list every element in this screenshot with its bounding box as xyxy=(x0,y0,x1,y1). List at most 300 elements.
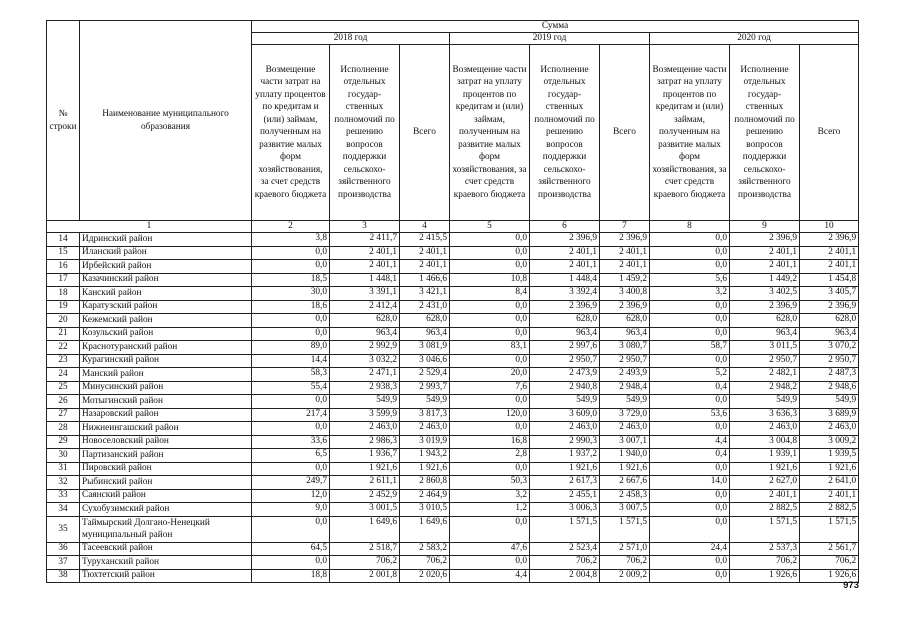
value-cell: 3 010,5 xyxy=(400,503,450,517)
table-row xyxy=(47,435,859,449)
value-cell: 549,9 xyxy=(400,395,450,409)
municipality-name-cell: Минусинский район xyxy=(80,381,252,395)
value-cell: 0,0 xyxy=(650,489,730,503)
value-cell: 628,0 xyxy=(330,314,400,328)
value-cell: 628,0 xyxy=(400,314,450,328)
total-column-header: Всего xyxy=(400,45,450,221)
row-number-cell: 29 xyxy=(47,435,80,449)
value-cell: 1 571,5 xyxy=(800,516,859,542)
value-cell: 2 463,0 xyxy=(600,422,650,436)
value-cell: 0,0 xyxy=(650,422,730,436)
row-number-cell: 23 xyxy=(47,354,80,368)
row-number-cell: 24 xyxy=(47,368,80,382)
value-cell: 14,0 xyxy=(650,476,730,490)
value-cell: 3 391,1 xyxy=(330,287,400,301)
value-cell: 628,0 xyxy=(800,314,859,328)
value-cell: 1 926,6 xyxy=(800,569,859,583)
value-cell: 963,4 xyxy=(600,327,650,341)
value-cell: 2 882,5 xyxy=(800,503,859,517)
value-cell: 0,0 xyxy=(450,260,530,274)
value-cell: 2 463,0 xyxy=(800,422,859,436)
value-cell: 2 415,5 xyxy=(400,233,450,247)
value-cell: 1 921,6 xyxy=(530,462,600,476)
value-cell: 0,0 xyxy=(650,462,730,476)
value-cell: 0,0 xyxy=(650,300,730,314)
subsidy-column-header: Возмещение части затрат на уплату процентов по кредитам и (или) займам, полученным на развитие малых форм хозяйствования, за счет средств краевого бюджета xyxy=(650,45,730,221)
value-cell: 1 936,7 xyxy=(330,449,400,463)
municipality-name-cell: Пировский район xyxy=(80,462,252,476)
value-cell: 58,3 xyxy=(252,368,330,382)
value-cell: 4,4 xyxy=(650,435,730,449)
value-cell: 18,5 xyxy=(252,273,330,287)
value-cell: 3 080,7 xyxy=(600,341,650,355)
value-cell: 0,0 xyxy=(450,233,530,247)
value-cell: 3 070,2 xyxy=(800,341,859,355)
value-cell: 30,0 xyxy=(252,287,330,301)
value-cell: 249,7 xyxy=(252,476,330,490)
value-cell: 3 019,9 xyxy=(400,435,450,449)
value-cell: 2 990,3 xyxy=(530,435,600,449)
municipality-name-cell: Идринский район xyxy=(80,233,252,247)
value-cell: 2 431,0 xyxy=(400,300,450,314)
municipality-name-cell: Сухобузимский район xyxy=(80,503,252,517)
value-cell: 2 401,1 xyxy=(330,260,400,274)
table-row xyxy=(47,542,859,556)
value-cell: 16,8 xyxy=(450,435,530,449)
value-cell: 1 459,2 xyxy=(600,273,650,287)
row-number-cell: 19 xyxy=(47,300,80,314)
value-cell: 0,0 xyxy=(650,327,730,341)
value-cell: 2 396,9 xyxy=(730,233,800,247)
municipality-name-cell: Манский район xyxy=(80,368,252,382)
state-powers-column-header: Исполнение отдельных государ-ственных полномочий по решению вопросов поддержки сельскохо-зяйственного производства xyxy=(730,45,800,221)
column-number: 7 xyxy=(600,221,650,233)
value-cell: 2 529,4 xyxy=(400,368,450,382)
table-row xyxy=(47,368,859,382)
municipal-funding-table xyxy=(46,20,859,583)
value-cell: 0,0 xyxy=(650,354,730,368)
value-cell: 2 471,1 xyxy=(330,368,400,382)
value-cell: 2 487,3 xyxy=(800,368,859,382)
municipality-name-cell: Нижнеингашский район xyxy=(80,422,252,436)
value-cell: 2 950,7 xyxy=(800,354,859,368)
value-cell: 3 689,9 xyxy=(800,408,859,422)
value-cell: 0,0 xyxy=(450,395,530,409)
value-cell: 549,9 xyxy=(800,395,859,409)
value-cell: 3 009,2 xyxy=(800,435,859,449)
value-cell: 2 518,7 xyxy=(330,542,400,556)
value-cell: 2 537,3 xyxy=(730,542,800,556)
value-cell: 1 926,6 xyxy=(730,569,800,583)
row-number-cell: 28 xyxy=(47,422,80,436)
table-row xyxy=(47,354,859,368)
value-cell: 3 392,4 xyxy=(530,287,600,301)
value-cell: 1 571,5 xyxy=(600,516,650,542)
value-cell: 0,0 xyxy=(450,556,530,570)
table-row xyxy=(47,260,859,274)
table-row xyxy=(47,569,859,583)
value-cell: 2 396,9 xyxy=(600,300,650,314)
value-cell: 2 009,2 xyxy=(600,569,650,583)
column-number: 8 xyxy=(650,221,730,233)
subsidy-column-header: Возмещение части затрат на уплату процентов по кредитам и (или) займам, полученным на развитие малых форм хозяйствования, за счет средств краевого бюджета xyxy=(450,45,530,221)
row-number-cell: 34 xyxy=(47,503,80,517)
municipality-name-cell: Новоселовский район xyxy=(80,435,252,449)
row-number-cell: 25 xyxy=(47,381,80,395)
value-cell: 2 641,0 xyxy=(800,476,859,490)
table-row xyxy=(47,489,859,503)
value-cell: 0,0 xyxy=(450,314,530,328)
value-cell: 2 396,9 xyxy=(800,233,859,247)
value-cell: 0,0 xyxy=(650,395,730,409)
value-cell: 706,2 xyxy=(800,556,859,570)
value-cell: 1 939,5 xyxy=(800,449,859,463)
value-cell: 3 032,2 xyxy=(330,354,400,368)
total-column-header: Всего xyxy=(800,45,859,221)
municipality-name-cell: Мотыгинский район xyxy=(80,395,252,409)
value-cell: 963,4 xyxy=(530,327,600,341)
value-cell: 2 396,9 xyxy=(530,233,600,247)
value-cell: 0,0 xyxy=(252,422,330,436)
municipality-name-cell: Таймырский Долгано-Ненецкий муниципальный район xyxy=(80,516,252,542)
value-cell: 2 473,9 xyxy=(530,368,600,382)
column-number: 4 xyxy=(400,221,450,233)
column-number: 3 xyxy=(330,221,400,233)
value-cell: 2 463,0 xyxy=(400,422,450,436)
row-number-cell: 21 xyxy=(47,327,80,341)
value-cell: 1 921,6 xyxy=(330,462,400,476)
value-cell: 0,0 xyxy=(252,260,330,274)
table-body xyxy=(47,233,859,583)
value-cell: 0,0 xyxy=(650,503,730,517)
value-cell: 2 396,9 xyxy=(600,233,650,247)
value-cell: 2 571,0 xyxy=(600,542,650,556)
value-cell: 2 938,3 xyxy=(330,381,400,395)
sum-header: Сумма xyxy=(252,21,859,33)
value-cell: 58,7 xyxy=(650,341,730,355)
value-cell: 1 454,8 xyxy=(800,273,859,287)
row-number-cell: 37 xyxy=(47,556,80,570)
value-cell: 2 401,1 xyxy=(800,260,859,274)
municipality-name-cell: Саянский район xyxy=(80,489,252,503)
value-cell: 10,8 xyxy=(450,273,530,287)
value-cell: 549,9 xyxy=(730,395,800,409)
value-cell: 0,0 xyxy=(650,246,730,260)
value-cell: 0,0 xyxy=(450,300,530,314)
value-cell: 1 937,2 xyxy=(530,449,600,463)
municipality-name-cell: Казачинский район xyxy=(80,273,252,287)
value-cell: 3 405,7 xyxy=(800,287,859,301)
value-cell: 0,0 xyxy=(450,354,530,368)
value-cell: 1 940,0 xyxy=(600,449,650,463)
value-cell: 3 636,3 xyxy=(730,408,800,422)
value-cell: 549,9 xyxy=(600,395,650,409)
value-cell: 2 401,1 xyxy=(400,246,450,260)
value-cell: 2 940,8 xyxy=(530,381,600,395)
column-number: 6 xyxy=(530,221,600,233)
value-cell: 2 617,3 xyxy=(530,476,600,490)
value-cell: 2 948,4 xyxy=(600,381,650,395)
value-cell: 3 006,3 xyxy=(530,503,600,517)
value-cell: 2 992,9 xyxy=(330,341,400,355)
value-cell: 2 993,7 xyxy=(400,381,450,395)
value-cell: 3,2 xyxy=(450,489,530,503)
value-cell: 0,0 xyxy=(450,462,530,476)
table-row xyxy=(47,314,859,328)
value-cell: 6,5 xyxy=(252,449,330,463)
value-cell: 2 411,7 xyxy=(330,233,400,247)
value-cell: 3,2 xyxy=(650,287,730,301)
municipality-name-cell: Назаровский район xyxy=(80,408,252,422)
value-cell: 53,6 xyxy=(650,408,730,422)
value-cell: 0,0 xyxy=(252,556,330,570)
value-cell: 5,2 xyxy=(650,368,730,382)
row-number-cell: 18 xyxy=(47,287,80,301)
value-cell: 5,6 xyxy=(650,273,730,287)
value-cell: 217,4 xyxy=(252,408,330,422)
value-cell: 2 004,8 xyxy=(530,569,600,583)
table-row xyxy=(47,422,859,436)
column-number: 5 xyxy=(450,221,530,233)
value-cell: 3 007,5 xyxy=(600,503,650,517)
value-cell: 963,4 xyxy=(400,327,450,341)
value-cell: 2 401,1 xyxy=(730,246,800,260)
value-cell: 2 986,3 xyxy=(330,435,400,449)
municipality-name-cell: Тасеевский район xyxy=(80,542,252,556)
value-cell: 2 464,9 xyxy=(400,489,450,503)
value-cell: 2 401,1 xyxy=(600,260,650,274)
value-cell: 1 449,2 xyxy=(730,273,800,287)
row-number-cell: 31 xyxy=(47,462,80,476)
value-cell: 2 458,3 xyxy=(600,489,650,503)
municipality-name-cell: Краснотуранский район xyxy=(80,341,252,355)
value-cell: 8,4 xyxy=(450,287,530,301)
row-number-cell: 35 xyxy=(47,516,80,542)
table-row xyxy=(47,381,859,395)
value-cell: 706,2 xyxy=(330,556,400,570)
row-number-cell: 14 xyxy=(47,233,80,247)
value-cell: 3 609,0 xyxy=(530,408,600,422)
table-row xyxy=(47,300,859,314)
value-cell: 628,0 xyxy=(600,314,650,328)
year-2020-header: 2020 год xyxy=(650,33,859,45)
value-cell: 963,4 xyxy=(330,327,400,341)
value-cell: 2 401,1 xyxy=(530,260,600,274)
value-cell: 3 081,9 xyxy=(400,341,450,355)
row-number-cell: 32 xyxy=(47,476,80,490)
value-cell: 2 455,1 xyxy=(530,489,600,503)
value-cell: 2 950,7 xyxy=(530,354,600,368)
value-cell: 2 463,0 xyxy=(530,422,600,436)
value-cell: 628,0 xyxy=(730,314,800,328)
value-cell: 2 401,1 xyxy=(730,260,800,274)
row-number-cell: 30 xyxy=(47,449,80,463)
value-cell: 1 921,6 xyxy=(730,462,800,476)
row-number-cell: 33 xyxy=(47,489,80,503)
value-cell: 706,2 xyxy=(730,556,800,570)
value-cell: 18,8 xyxy=(252,569,330,583)
value-cell: 3 001,5 xyxy=(330,503,400,517)
table-row xyxy=(47,327,859,341)
municipality-name-cell: Тюхтетский район xyxy=(80,569,252,583)
value-cell: 1 921,6 xyxy=(600,462,650,476)
value-cell: 706,2 xyxy=(600,556,650,570)
value-cell: 1 571,5 xyxy=(530,516,600,542)
value-cell: 2 401,1 xyxy=(400,260,450,274)
value-cell: 64,5 xyxy=(252,542,330,556)
table-row xyxy=(47,449,859,463)
value-cell: 0,0 xyxy=(450,327,530,341)
value-cell: 0,0 xyxy=(450,422,530,436)
value-cell: 2 860,8 xyxy=(400,476,450,490)
value-cell: 2 396,9 xyxy=(530,300,600,314)
value-cell: 1 943,2 xyxy=(400,449,450,463)
value-cell: 2 948,2 xyxy=(730,381,800,395)
value-cell: 2 463,0 xyxy=(330,422,400,436)
value-cell: 2 667,6 xyxy=(600,476,650,490)
value-cell: 1 448,4 xyxy=(530,273,600,287)
value-cell: 0,0 xyxy=(450,516,530,542)
value-cell: 0,0 xyxy=(252,314,330,328)
value-cell: 2 611,1 xyxy=(330,476,400,490)
municipality-name-cell: Козульский район xyxy=(80,327,252,341)
value-cell: 3 421,1 xyxy=(400,287,450,301)
value-cell: 50,3 xyxy=(450,476,530,490)
table-row xyxy=(47,273,859,287)
row-number-cell: 16 xyxy=(47,260,80,274)
value-cell: 2 020,6 xyxy=(400,569,450,583)
value-cell: 706,2 xyxy=(530,556,600,570)
value-cell: 1 466,6 xyxy=(400,273,450,287)
value-cell: 3 729,0 xyxy=(600,408,650,422)
table-row xyxy=(47,233,859,247)
state-powers-column-header: Исполнение отдельных государ-ственных полномочий по решению вопросов поддержки сельскохо-зяйственного производства xyxy=(530,45,600,221)
municipality-name-cell: Ирбейский район xyxy=(80,260,252,274)
value-cell: 0,0 xyxy=(650,569,730,583)
value-cell: 3 402,5 xyxy=(730,287,800,301)
value-cell: 2 396,9 xyxy=(800,300,859,314)
value-cell: 2 401,1 xyxy=(800,246,859,260)
value-cell: 24,4 xyxy=(650,542,730,556)
value-cell: 2 561,7 xyxy=(800,542,859,556)
value-cell: 3 400,8 xyxy=(600,287,650,301)
table-row xyxy=(47,395,859,409)
row-number-cell: 20 xyxy=(47,314,80,328)
municipality-name-cell: Кежемский район xyxy=(80,314,252,328)
value-cell: 0,0 xyxy=(450,246,530,260)
value-cell: 2,8 xyxy=(450,449,530,463)
column-number: 9 xyxy=(730,221,800,233)
row-number-cell: 15 xyxy=(47,246,80,260)
row-number-cell: 36 xyxy=(47,542,80,556)
row-number-cell: 27 xyxy=(47,408,80,422)
value-cell: 3,8 xyxy=(252,233,330,247)
municipality-name-cell: Каратузский район xyxy=(80,300,252,314)
value-cell: 3 007,1 xyxy=(600,435,650,449)
value-cell: 0,0 xyxy=(650,260,730,274)
year-2019-header: 2019 год xyxy=(450,33,650,45)
value-cell: 963,4 xyxy=(730,327,800,341)
value-cell: 3 004,8 xyxy=(730,435,800,449)
column-number: 2 xyxy=(252,221,330,233)
value-cell: 2 401,1 xyxy=(530,246,600,260)
value-cell: 1 649,6 xyxy=(330,516,400,542)
value-cell: 549,9 xyxy=(330,395,400,409)
value-cell: 7,6 xyxy=(450,381,530,395)
municipality-name-cell: Туруханский район xyxy=(80,556,252,570)
value-cell: 3 011,5 xyxy=(730,341,800,355)
year-2018-header: 2018 год xyxy=(252,33,450,45)
value-cell: 2 948,6 xyxy=(800,381,859,395)
value-cell: 2 401,1 xyxy=(730,489,800,503)
value-cell: 2 997,6 xyxy=(530,341,600,355)
value-cell: 2 401,1 xyxy=(600,246,650,260)
value-cell: 2 401,1 xyxy=(800,489,859,503)
column-number: 10 xyxy=(800,221,859,233)
value-cell: 83,1 xyxy=(450,341,530,355)
value-cell: 12,0 xyxy=(252,489,330,503)
value-cell: 0,0 xyxy=(650,556,730,570)
value-cell: 2 401,1 xyxy=(330,246,400,260)
table-row xyxy=(47,476,859,490)
table-row xyxy=(47,341,859,355)
page-number: 973 xyxy=(843,580,859,591)
value-cell: 0,0 xyxy=(252,246,330,260)
value-cell: 47,6 xyxy=(450,542,530,556)
value-cell: 2 396,9 xyxy=(730,300,800,314)
value-cell: 0,4 xyxy=(650,449,730,463)
table-row xyxy=(47,287,859,301)
value-cell: 706,2 xyxy=(400,556,450,570)
table-row xyxy=(47,503,859,517)
value-cell: 2 523,4 xyxy=(530,542,600,556)
value-cell: 1 571,5 xyxy=(730,516,800,542)
value-cell: 1 649,6 xyxy=(400,516,450,542)
value-cell: 0,0 xyxy=(650,516,730,542)
value-cell: 33,6 xyxy=(252,435,330,449)
value-cell: 0,0 xyxy=(252,516,330,542)
value-cell: 14,4 xyxy=(252,354,330,368)
subsidy-column-header: Возмещение части затрат на уплату процентов по кредитам и (или) займам, полученным на развитие малых форм хозяйствования, за счет средств краевого бюджета xyxy=(252,45,330,221)
state-powers-column-header: Исполнение отдельных государ-ственных полномочий по решению вопросов поддержки сельскохо-зяйственного производства xyxy=(330,45,400,221)
value-cell: 0,0 xyxy=(650,314,730,328)
value-cell: 0,0 xyxy=(252,462,330,476)
value-cell: 0,0 xyxy=(650,233,730,247)
value-cell: 2 882,5 xyxy=(730,503,800,517)
value-cell: 549,9 xyxy=(530,395,600,409)
row-number-header: № строки xyxy=(47,21,80,221)
value-cell: 9,0 xyxy=(252,503,330,517)
value-cell: 89,0 xyxy=(252,341,330,355)
value-cell: 3 046,6 xyxy=(400,354,450,368)
value-cell: 1 921,6 xyxy=(800,462,859,476)
value-cell: 18,6 xyxy=(252,300,330,314)
value-cell: 0,0 xyxy=(252,395,330,409)
value-cell: 2 627,0 xyxy=(730,476,800,490)
value-cell: 1 448,1 xyxy=(330,273,400,287)
table-row xyxy=(47,516,859,542)
value-cell: 2 583,2 xyxy=(400,542,450,556)
value-cell: 55,4 xyxy=(252,381,330,395)
table-row xyxy=(47,556,859,570)
municipality-name-cell: Курагинский район xyxy=(80,354,252,368)
row-number-cell: 17 xyxy=(47,273,80,287)
value-cell: 2 452,9 xyxy=(330,489,400,503)
value-cell: 2 482,1 xyxy=(730,368,800,382)
municipality-name-header: Наименование муниципального образования xyxy=(80,21,252,221)
value-cell: 963,4 xyxy=(800,327,859,341)
value-cell: 628,0 xyxy=(530,314,600,328)
